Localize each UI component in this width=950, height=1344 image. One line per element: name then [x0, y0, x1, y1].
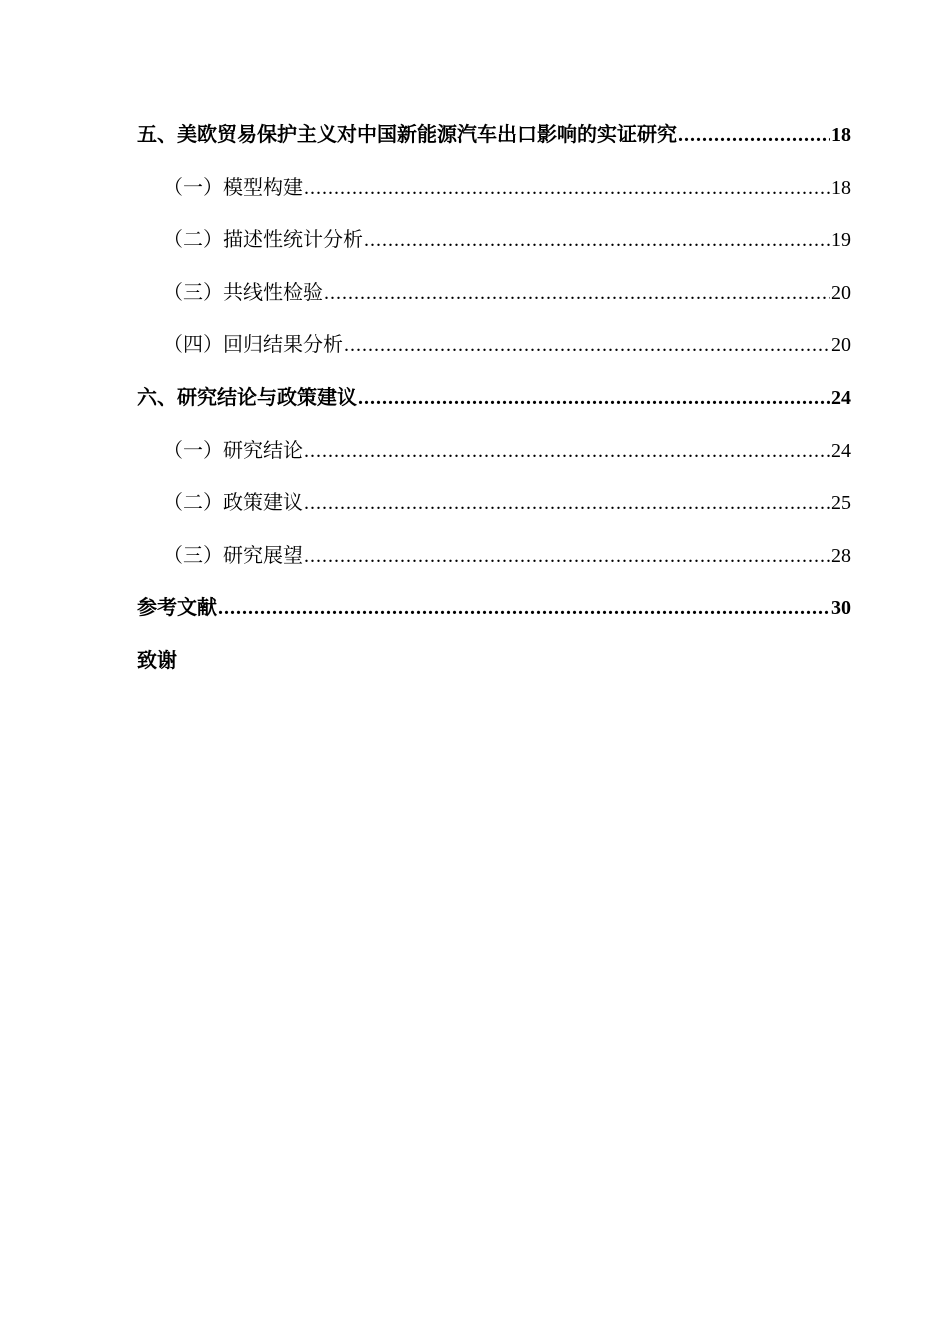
toc-entry-section-6-3[interactable]: [137, 533, 851, 586]
toc-dot-leader: [324, 271, 830, 315]
toc-entry-section-6-2[interactable]: [137, 480, 851, 533]
toc-entry-title: 致谢: [137, 647, 177, 672]
toc-entry-title: （二）描述性统计分析: [163, 227, 363, 252]
toc-page-number: 30: [831, 597, 851, 620]
toc-entry-title: （四）回归结果分析: [163, 332, 343, 357]
toc-dot-leader: [364, 218, 830, 262]
toc-page-number: 24: [831, 439, 851, 462]
toc-entry-references[interactable]: [137, 585, 851, 638]
toc-page-number: 18: [831, 176, 851, 199]
toc-dot-leader: [358, 376, 830, 420]
toc-dot-leader: [344, 323, 830, 367]
table-of-contents: [137, 112, 851, 691]
toc-dot-leader: [304, 166, 830, 210]
toc-dot-leader: [678, 113, 830, 157]
toc-dot-leader: [304, 429, 830, 473]
toc-entry-section-5-1[interactable]: [137, 165, 851, 218]
toc-entry-section-5[interactable]: [137, 112, 851, 165]
toc-page-number: 20: [831, 281, 851, 304]
toc-entry-title: 五、美欧贸易保护主义对中国新能源汽车出口影响的实证研究: [137, 122, 677, 146]
toc-entry-title: （三）研究展望: [163, 542, 303, 567]
toc-dot-leader: [218, 586, 830, 630]
toc-entry-section-6-1[interactable]: [137, 428, 851, 481]
toc-dot-leader: [304, 481, 830, 525]
toc-entry-section-5-2[interactable]: [137, 217, 851, 270]
toc-entry-title: （二）政策建议: [163, 490, 303, 515]
toc-entry-title: 参考文献: [137, 595, 217, 620]
toc-entry-title: （一）模型构建: [163, 174, 303, 199]
toc-page-number: 18: [831, 124, 851, 146]
toc-entry-section-6[interactable]: [137, 375, 851, 428]
toc-entry-title: 六、研究结论与政策建议: [137, 384, 357, 409]
toc-entry-section-5-4[interactable]: [137, 322, 851, 375]
toc-page-number: 20: [831, 334, 851, 357]
toc-page-number: 19: [831, 229, 851, 252]
toc-entry-section-5-3[interactable]: [137, 270, 851, 323]
toc-entry-title: （一）研究结论: [163, 437, 303, 462]
toc-page-number: 28: [831, 544, 851, 567]
toc-page-number: 24: [831, 386, 851, 409]
toc-page-number: 25: [831, 492, 851, 515]
toc-entry-acknowledgements[interactable]: [137, 638, 851, 691]
toc-entry-title: （三）共线性检验: [163, 279, 323, 304]
toc-dot-leader: [304, 534, 830, 578]
